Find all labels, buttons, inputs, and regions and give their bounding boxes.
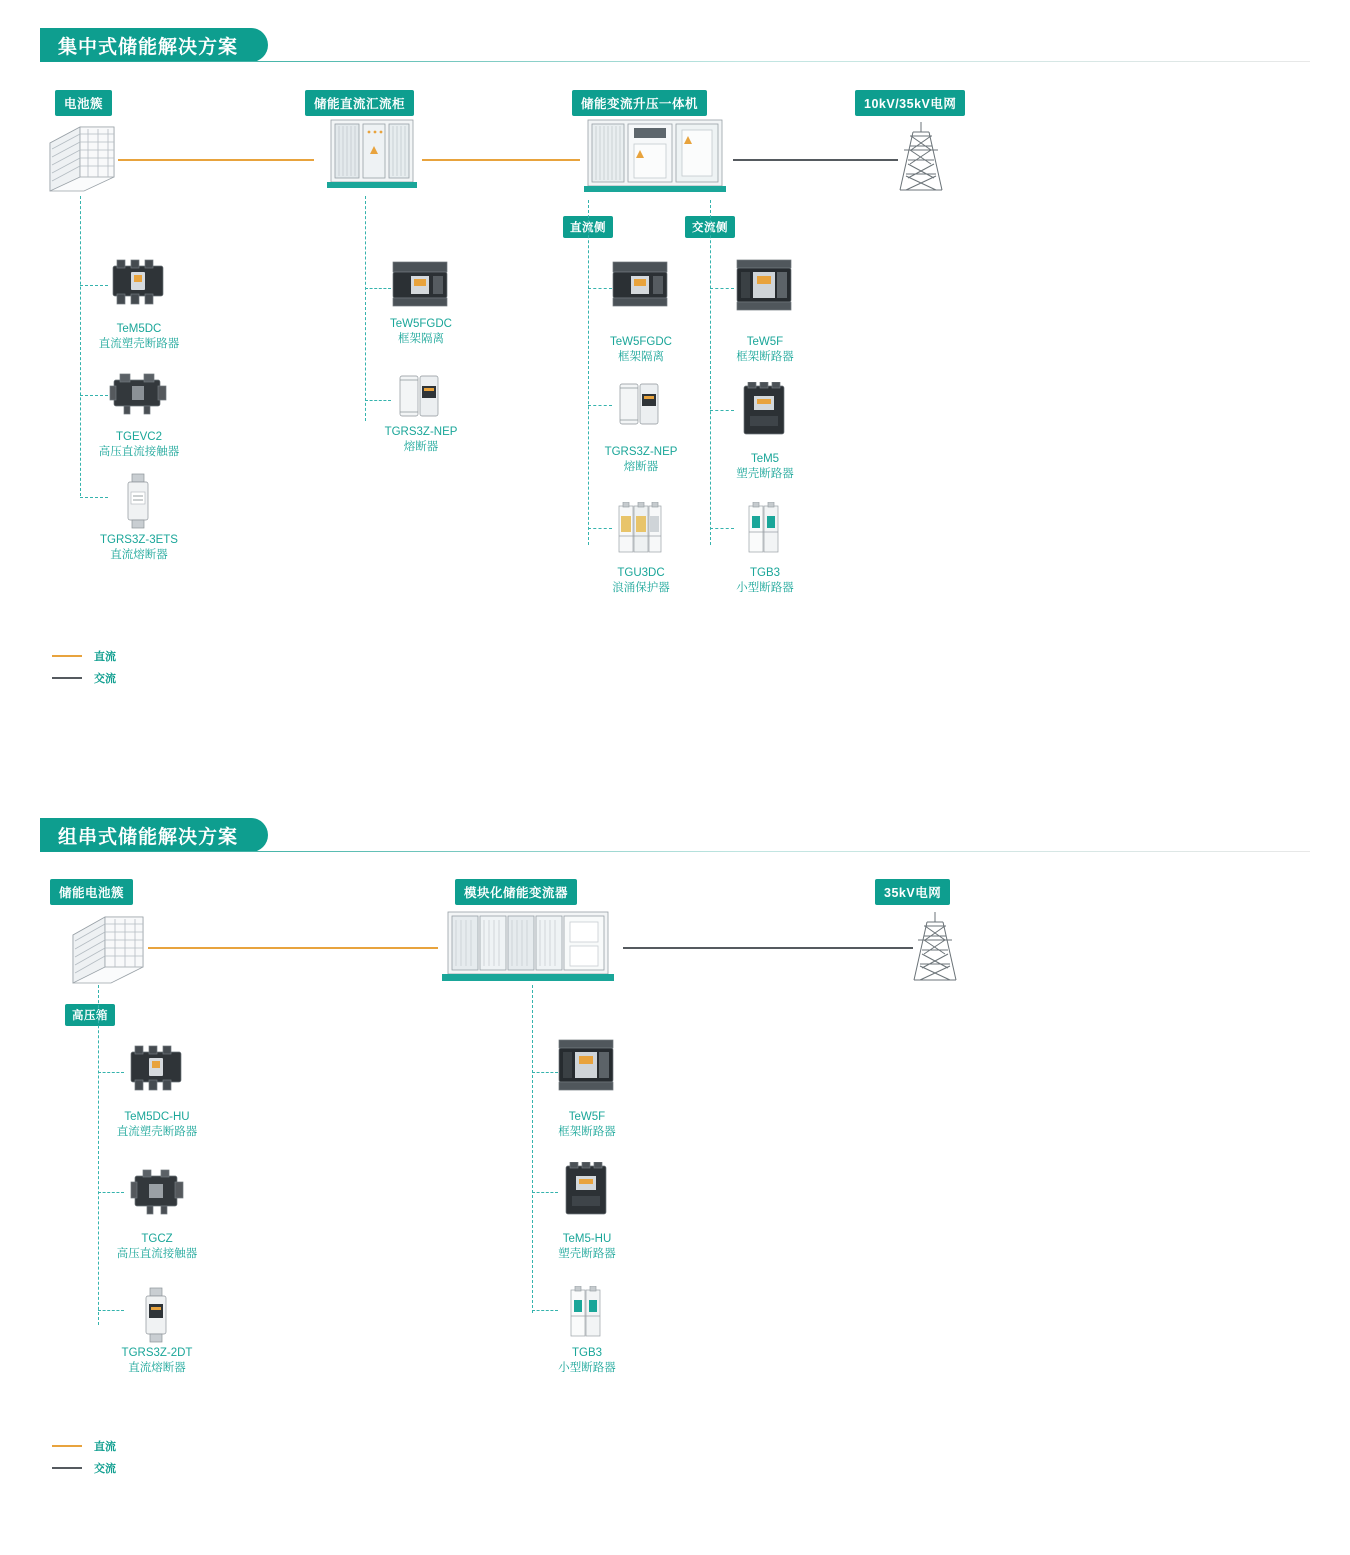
device-type: 熔断器 [623,461,659,473]
caption-tgb3-2 [558,1346,616,1376]
node-label-dc-side: 直流侧 [563,216,613,238]
branch-stub-tgevc2 [80,395,108,396]
caption-tgrs3z-2dt [122,1346,193,1376]
legend-swatch-ac [52,1467,82,1469]
caption-tem5 [736,452,794,482]
legend-label-dc: 直流 [94,1441,116,1453]
caption-tgrs3z-3ets [100,533,178,563]
mccb-icon [107,258,169,310]
dc-link-battery-to-combiner [118,159,314,161]
legend-row-ac [52,1457,116,1479]
device-type: 直流熔断器 [128,1362,186,1374]
device-name: TeW5F [746,336,784,348]
device-type: 高压直流接触器 [116,1248,198,1260]
battery-cluster-icon [65,905,151,987]
fuse2-icon [136,1286,176,1344]
device-name: TeW5F [568,1111,606,1123]
caption-tem5dc-hu [117,1110,198,1140]
acb2-icon [553,1038,619,1094]
device-name: TGRS3Z-3ETS [100,534,178,546]
section-rule-2 [40,851,1310,852]
device-name: TGCZ [141,1233,173,1245]
branch-trunk-ac-side [710,200,711,545]
device-type: 直流塑壳断路器 [98,338,180,350]
device-type: 框架隔离 [397,333,444,345]
acb2-icon [731,258,797,314]
legend-label-ac: 交流 [94,673,116,685]
node-label-modular-pcs: 模块化储能变流器 [455,879,577,905]
device-type: 塑壳断路器 [736,468,794,480]
device-name: TGRS3Z-2DT [121,1347,193,1359]
mccb2-icon [736,382,792,438]
device-name: TGEVC2 [115,431,162,443]
device-type: 框架断路器 [558,1126,616,1138]
node-label-dc-combiner: 储能直流汇流柜 [305,90,414,116]
branch-stub-tgu3dc [588,528,612,529]
device-name: TeW5FGDC [610,336,672,348]
branch-stub-tem5dc [80,285,108,286]
branch-trunk-combiner [365,196,366,421]
mcb-icon [741,502,787,556]
device-name: TeW5FGDC [390,318,452,330]
device-type: 直流塑壳断路器 [116,1126,198,1138]
cylfuse-icon [612,378,668,430]
device-type: 熔断器 [403,441,439,453]
device-type: 浪涌保护器 [612,582,670,594]
legend-swatch-ac [52,677,82,679]
node-label-grid-1: 10kV/35kV电网 [855,90,965,116]
mccb-icon [125,1044,187,1096]
acb-icon [607,258,673,312]
device-type: 小型断路器 [736,582,794,594]
branch-stub-tgrs3z-2dt [98,1310,124,1311]
caption-tew5fgdc-2 [610,335,672,365]
node-label-hv-box: 高压箱 [65,1004,115,1026]
node-label-grid-2: 35kV电网 [875,879,950,905]
branch-stub-tgcz [98,1192,124,1193]
branch-stub-tgrs3znep-2 [588,405,612,406]
legend-swatch-dc [52,655,82,657]
device-name: TeM5DC [116,323,162,335]
pcs-transformer-icon [580,110,730,200]
caption-tem5-hu [558,1232,616,1262]
cylfuse-icon [392,370,448,422]
mccb2-icon [558,1162,614,1218]
branch-trunk-dc-side [588,200,589,545]
legend-label-ac: 交流 [94,1463,116,1475]
contactor2-icon [125,1168,187,1218]
device-name: TeM5DC-HU [124,1111,190,1123]
device-name: TGU3DC [617,567,665,579]
branch-trunk-modular-pcs [532,985,533,1313]
ac-link-pcs-to-grid [733,159,898,161]
legend-row-ac [52,667,116,689]
dc-combiner-cabinet-icon [317,112,427,197]
ac-link-pcs-to-grid-2 [623,947,913,949]
caption-tgrs3z-nep-2 [605,445,678,475]
caption-tew5fgdc-1 [390,317,452,347]
dc-link-battery-to-pcs-2 [148,947,438,949]
device-name: TGB3 [749,567,781,579]
legend-2 [52,1435,116,1479]
device-type: 框架断路器 [736,351,794,363]
device-name: TeM5-HU [562,1233,612,1245]
caption-tgb3-1 [736,566,794,596]
caption-tew5f-1 [736,335,794,365]
branch-trunk-battery [80,196,81,496]
transmission-tower-icon-2 [900,908,970,983]
branch-stub-tem5dc-hu [98,1072,124,1073]
branch-stub-tgrs3z3ets [80,497,108,498]
branch-stub-tgrs3znep-1 [365,400,391,401]
section-header-1 [40,28,1310,62]
dc-link-combiner-to-pcs [422,159,580,161]
spd-icon [611,502,669,556]
device-type: 高压直流接触器 [98,446,180,458]
legend-swatch-dc [52,1445,82,1447]
caption-tgrs3z-nep-1 [385,425,458,455]
device-type: 框架隔离 [617,351,664,363]
fuse-icon [118,472,158,530]
branch-stub-tem5-hu [532,1192,558,1193]
caption-tew5f-2 [558,1110,616,1140]
mcb-icon [563,1286,609,1340]
acb-icon [387,258,453,312]
modular-pcs-icon [438,900,618,992]
section-title-1: 集中式储能解决方案 [40,28,268,62]
branch-stub-tem5 [710,410,734,411]
section-title-2: 组串式储能解决方案 [40,818,268,852]
legend-1 [52,645,116,689]
caption-tgcz [117,1232,198,1262]
device-name: TGB3 [571,1347,603,1359]
device-type: 塑壳断路器 [558,1248,616,1260]
node-label-pcs-transformer: 储能变流升压一体机 [572,90,707,116]
section-header-2 [40,818,1310,852]
device-name: TeM5 [750,453,780,465]
branch-stub-tgb3-2 [532,1310,558,1311]
branch-trunk-hv-box [98,985,99,1325]
device-name: TGRS3Z-NEP [604,446,678,458]
transmission-tower-icon-1 [886,118,956,193]
caption-tgu3dc [612,566,670,596]
node-label-ac-side: 交流侧 [685,216,735,238]
legend-row-dc [52,1435,116,1457]
battery-cluster-icon [42,115,122,195]
device-type: 直流熔断器 [110,549,168,561]
node-label-battery-cluster: 电池簇 [55,90,112,116]
caption-tgevc2 [99,430,180,460]
device-name: TGRS3Z-NEP [384,426,458,438]
caption-tem5dc [99,322,180,352]
legend-row-dc [52,645,116,667]
contactor-icon [106,370,170,418]
node-label-battery-cluster-2: 储能电池簇 [50,879,133,905]
branch-stub-tgb3-1 [710,528,734,529]
section-rule-1 [40,61,1310,62]
legend-label-dc: 直流 [94,651,116,663]
device-type: 小型断路器 [558,1362,616,1374]
